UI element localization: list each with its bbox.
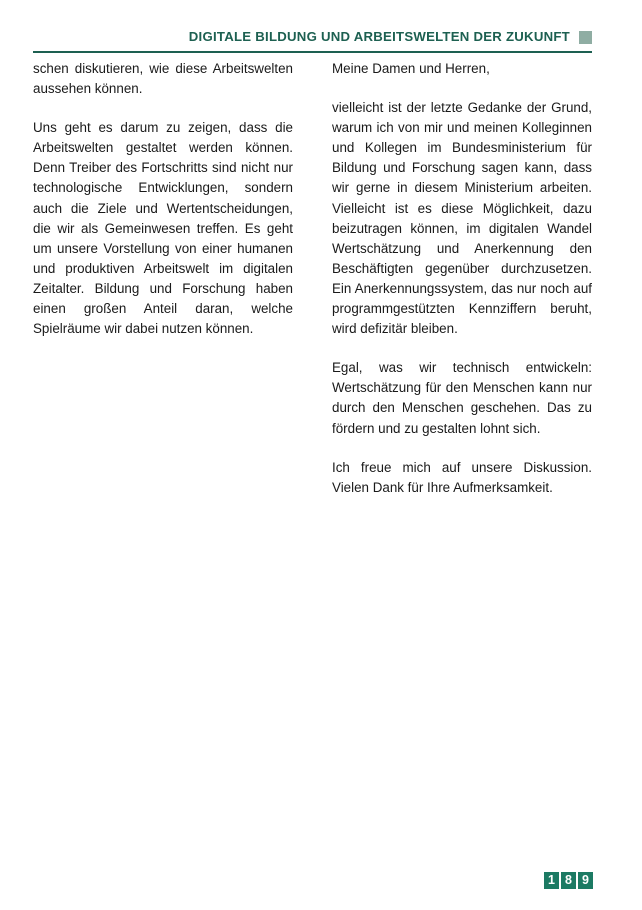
- header-square-icon: [579, 31, 592, 44]
- paragraph: Ich freue mich auf unsere Diskussion. Vielen Dank für Ihre Aufmerksamkeit.: [332, 459, 592, 495]
- folio-digit: 9: [578, 872, 593, 889]
- body-columns: [33, 59, 592, 498]
- paragraph: schen diskutieren, wie diese Arbeitswelten aussehen können.: [33, 61, 293, 97]
- running-header-title: DIGITALE BILDUNG UND ARBEITSWELTEN DER ZUKUNFT: [188, 29, 570, 45]
- paragraph-salutation: Meine Damen und Herren,: [332, 61, 490, 76]
- right-column: [332, 59, 592, 498]
- page-number-folio: [544, 872, 593, 889]
- paragraph: Egal, was wir technisch entwickeln: Wertschätzung für den Menschen kann nur durch den Menschen geschehen. Das zu fördern und zu gestalten lohnt sich.: [332, 360, 592, 436]
- paragraph: vielleicht ist der letzte Gedanke der Grund, warum ich von mir und meinen Kolleginnen und Kollegen im Bundesministerium für Bildung und Forschung sagen kann, dass wir gerne in diesem Ministerium arbeiten. Vielleicht ist es diese Möglichkeit, dazu beizutragen können, im digitalen Wandel Wertschätzung und Anerkennung den Beschäftigten gegenüber durchzusetzen. Ein Anerkennungssystem, das nur noch auf programmgestützten Kennziffern beruht, wird defizitär bleiben.: [332, 100, 592, 337]
- folio-digit: 1: [544, 872, 559, 889]
- left-column: [33, 59, 293, 498]
- folio-digit: 8: [561, 872, 576, 889]
- paragraph: Uns geht es darum zu zeigen, dass die Arbeitswelten gestaltet werden können. Denn Treiber des Fortschritts sind nicht nur technologische Entwicklungen, sondern auch die Ziele und Wertentscheidungen, die wir als Gemeinwesen treffen. Es geht um unsere Vorstellung von einer humanen und produktiven Arbeitswelt im digitalen Zeitalter. Bildung und Forschung haben einen großen Anteil daran, welche Spielräume wir dabei nutzen können.: [33, 120, 293, 337]
- running-header: [33, 27, 592, 47]
- header-rule-divider: [33, 51, 592, 53]
